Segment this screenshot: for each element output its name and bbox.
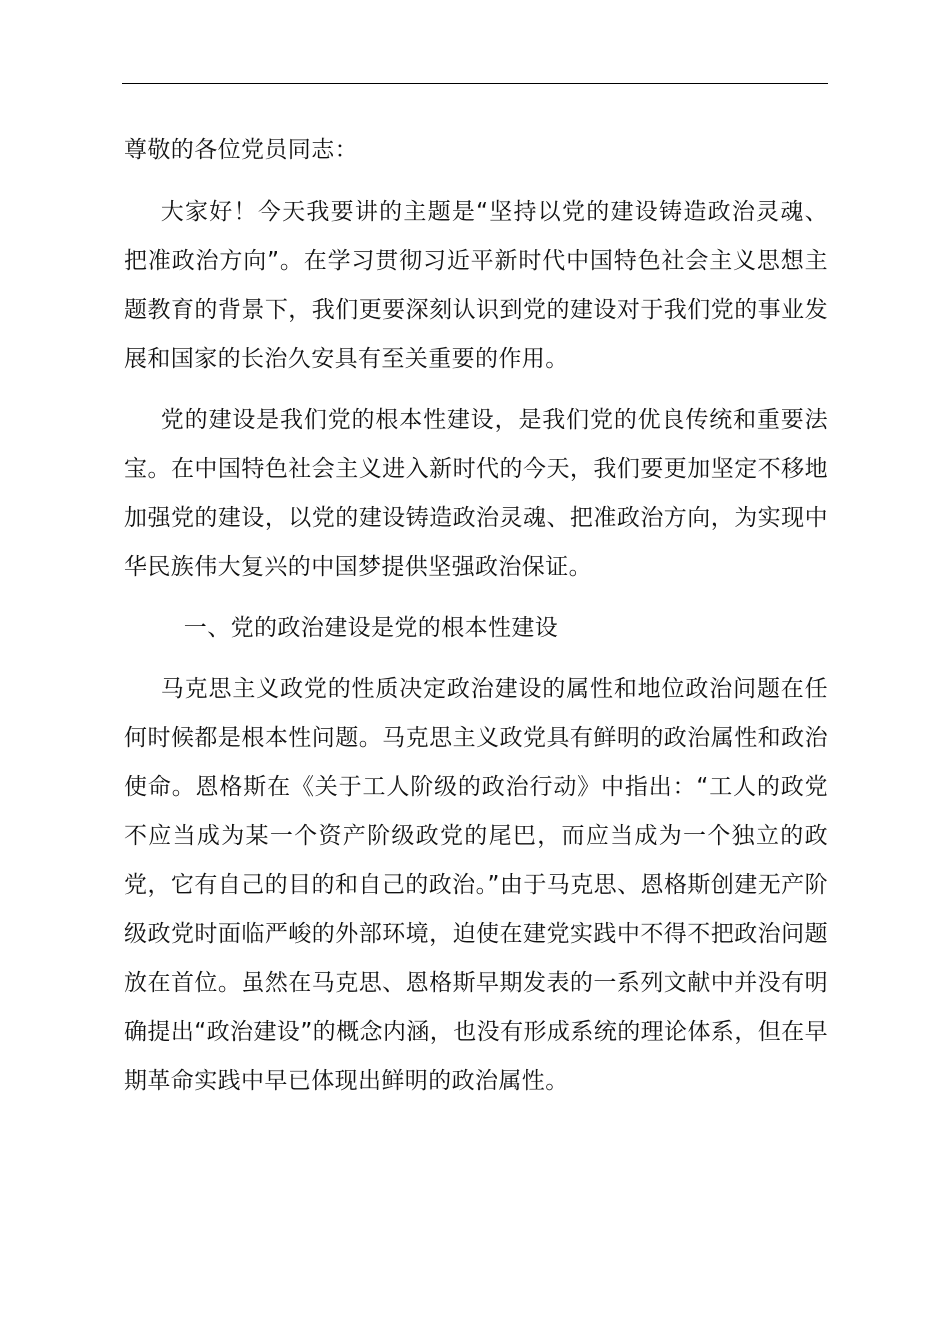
salutation: 尊敬的各位党员同志：: [124, 137, 358, 163]
intro-paragraph: 大家好！今天我要讲的主题是“坚持以党的建设铸造政治灵魂、把准政治方向”。在学习贯彻习近平新时代中国特色社会主义思想主题教育的背景下，我们更要深刻认识到党的建设对于我们党的事业发展和国家的长治久安具有至关重要的作用。: [124, 199, 828, 372]
section-heading: 一、党的政治建设是党的根本性建设: [183, 615, 559, 641]
document-body: [124, 126, 828, 1118]
header-rule: [122, 83, 828, 84]
party-building-paragraph: 党的建设是我们党的根本性建设，是我们党的优良传统和重要法宝。在中国特色社会主义进入新时代的今天，我们要更加坚定不移地加强党的建设，以党的建设铸造政治灵魂、把准政治方向，为实现中华民族伟大复兴的中国梦提供坚强政治保证。: [124, 407, 828, 580]
section-paragraph: 马克思主义政党的性质决定政治建设的属性和地位政治问题在任何时候都是根本性问题。马克思主义政党具有鲜明的政治属性和政治使命。恩格斯在《关于工人阶级的政治行动》中指出：“工人的政党不应当成为某一个资产阶级政党的尾巴，而应当成为一个独立的政党，它有自己的目的和自己的政治。”由于马克思、恩格斯创建无产阶级政党时面临严峻的外部环境，迫使在建党实践中不得不把政治问题放在首位。虽然在马克思、恩格斯早期发表的一系列文献中并没有明确提出“政治建设”的概念内涵，也没有形成系统的理论体系，但在早期革命实践中早已体现出鲜明的政治属性。: [124, 676, 828, 1094]
